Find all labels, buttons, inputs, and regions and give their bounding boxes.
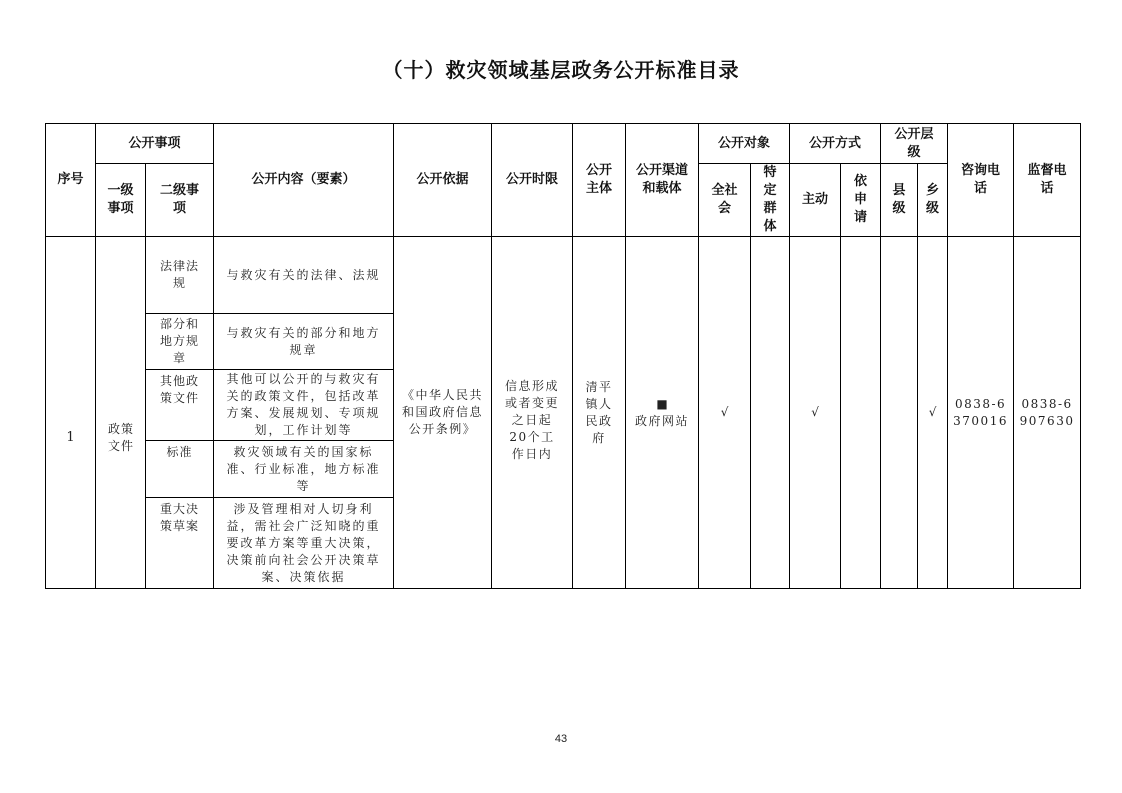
subitem-content: 其他可以公开的与救灾有关的政策文件，包括改革方案、发展规划、专项规划，工作计划等 xyxy=(214,370,394,441)
row-channel xyxy=(626,237,699,589)
row-supervise-phone: 0838-6907630 xyxy=(1014,237,1081,589)
header-items: 公开事项 xyxy=(96,124,214,164)
header-method-request: 依申请 xyxy=(841,164,881,237)
header-row-1 xyxy=(46,124,1081,164)
header-level-county: 县级 xyxy=(881,164,918,237)
subitem-name: 标准 xyxy=(146,441,214,498)
row-time-limit: 信息形成或者变更之日起20个工作日内 xyxy=(492,237,573,589)
header-content: 公开内容（要素） xyxy=(214,124,394,237)
header-level: 公开层级 xyxy=(881,124,948,164)
subitem-content: 与救灾有关的法律、法规 xyxy=(214,237,394,314)
row-level1: 政策文件 xyxy=(96,237,146,589)
subitem-content: 涉及管理相对人切身利益，需社会广泛知晓的重要改革方案等重大决策，决策前向社会公开决策草案、决策依据 xyxy=(214,498,394,589)
row-method-active: √ xyxy=(790,237,841,589)
row-seq: 1 xyxy=(46,237,96,589)
header-time-limit: 公开时限 xyxy=(492,124,573,237)
subitem-content: 救灾领域有关的国家标准、行业标准，地方标准等 xyxy=(214,441,394,498)
row-level-county xyxy=(881,237,918,589)
catalog-table xyxy=(45,123,1081,589)
header-consult-phone: 咨询电话 xyxy=(948,124,1014,237)
channel-text: 政府网站 xyxy=(635,414,690,428)
subitem-name: 其他政策文件 xyxy=(146,370,214,441)
header-level2: 二级事项 xyxy=(146,164,214,237)
page-title: （十）救灾领域基层政务公开标准目录 xyxy=(382,58,740,82)
header-subject: 公开主体 xyxy=(573,124,626,237)
row-level-township: √ xyxy=(918,237,948,589)
row-audience-specific xyxy=(751,237,790,589)
header-basis: 公开依据 xyxy=(394,124,492,237)
row-method-request xyxy=(841,237,881,589)
row-basis: 《中华人民共和国政府信息公开条例》 xyxy=(394,237,492,589)
page-number: 43 xyxy=(554,733,568,745)
header-audience-all: 全社会 xyxy=(699,164,751,237)
header-level-township: 乡级 xyxy=(918,164,948,237)
subitem-content: 与救灾有关的部分和地方规章 xyxy=(214,314,394,370)
row-audience-all: √ xyxy=(699,237,751,589)
header-method: 公开方式 xyxy=(790,124,881,164)
header-method-active: 主动 xyxy=(790,164,841,237)
header-seq: 序号 xyxy=(46,124,96,237)
header-audience: 公开对象 xyxy=(699,124,790,164)
header-audience-specific: 特定群体 xyxy=(751,164,790,237)
square-icon: ■ xyxy=(656,397,668,411)
header-supervise-phone: 监督电话 xyxy=(1014,124,1081,237)
table-row xyxy=(46,237,1081,314)
subitem-name: 重大决策草案 xyxy=(146,498,214,589)
subitem-name: 法律法规 xyxy=(146,237,214,314)
header-level1: 一级事项 xyxy=(96,164,146,237)
row-consult-phone: 0838-6370016 xyxy=(948,237,1014,589)
row-subject: 清平镇人民政府 xyxy=(573,237,626,589)
subitem-name: 部分和地方规章 xyxy=(146,314,214,370)
header-channel: 公开渠道和载体 xyxy=(626,124,699,237)
